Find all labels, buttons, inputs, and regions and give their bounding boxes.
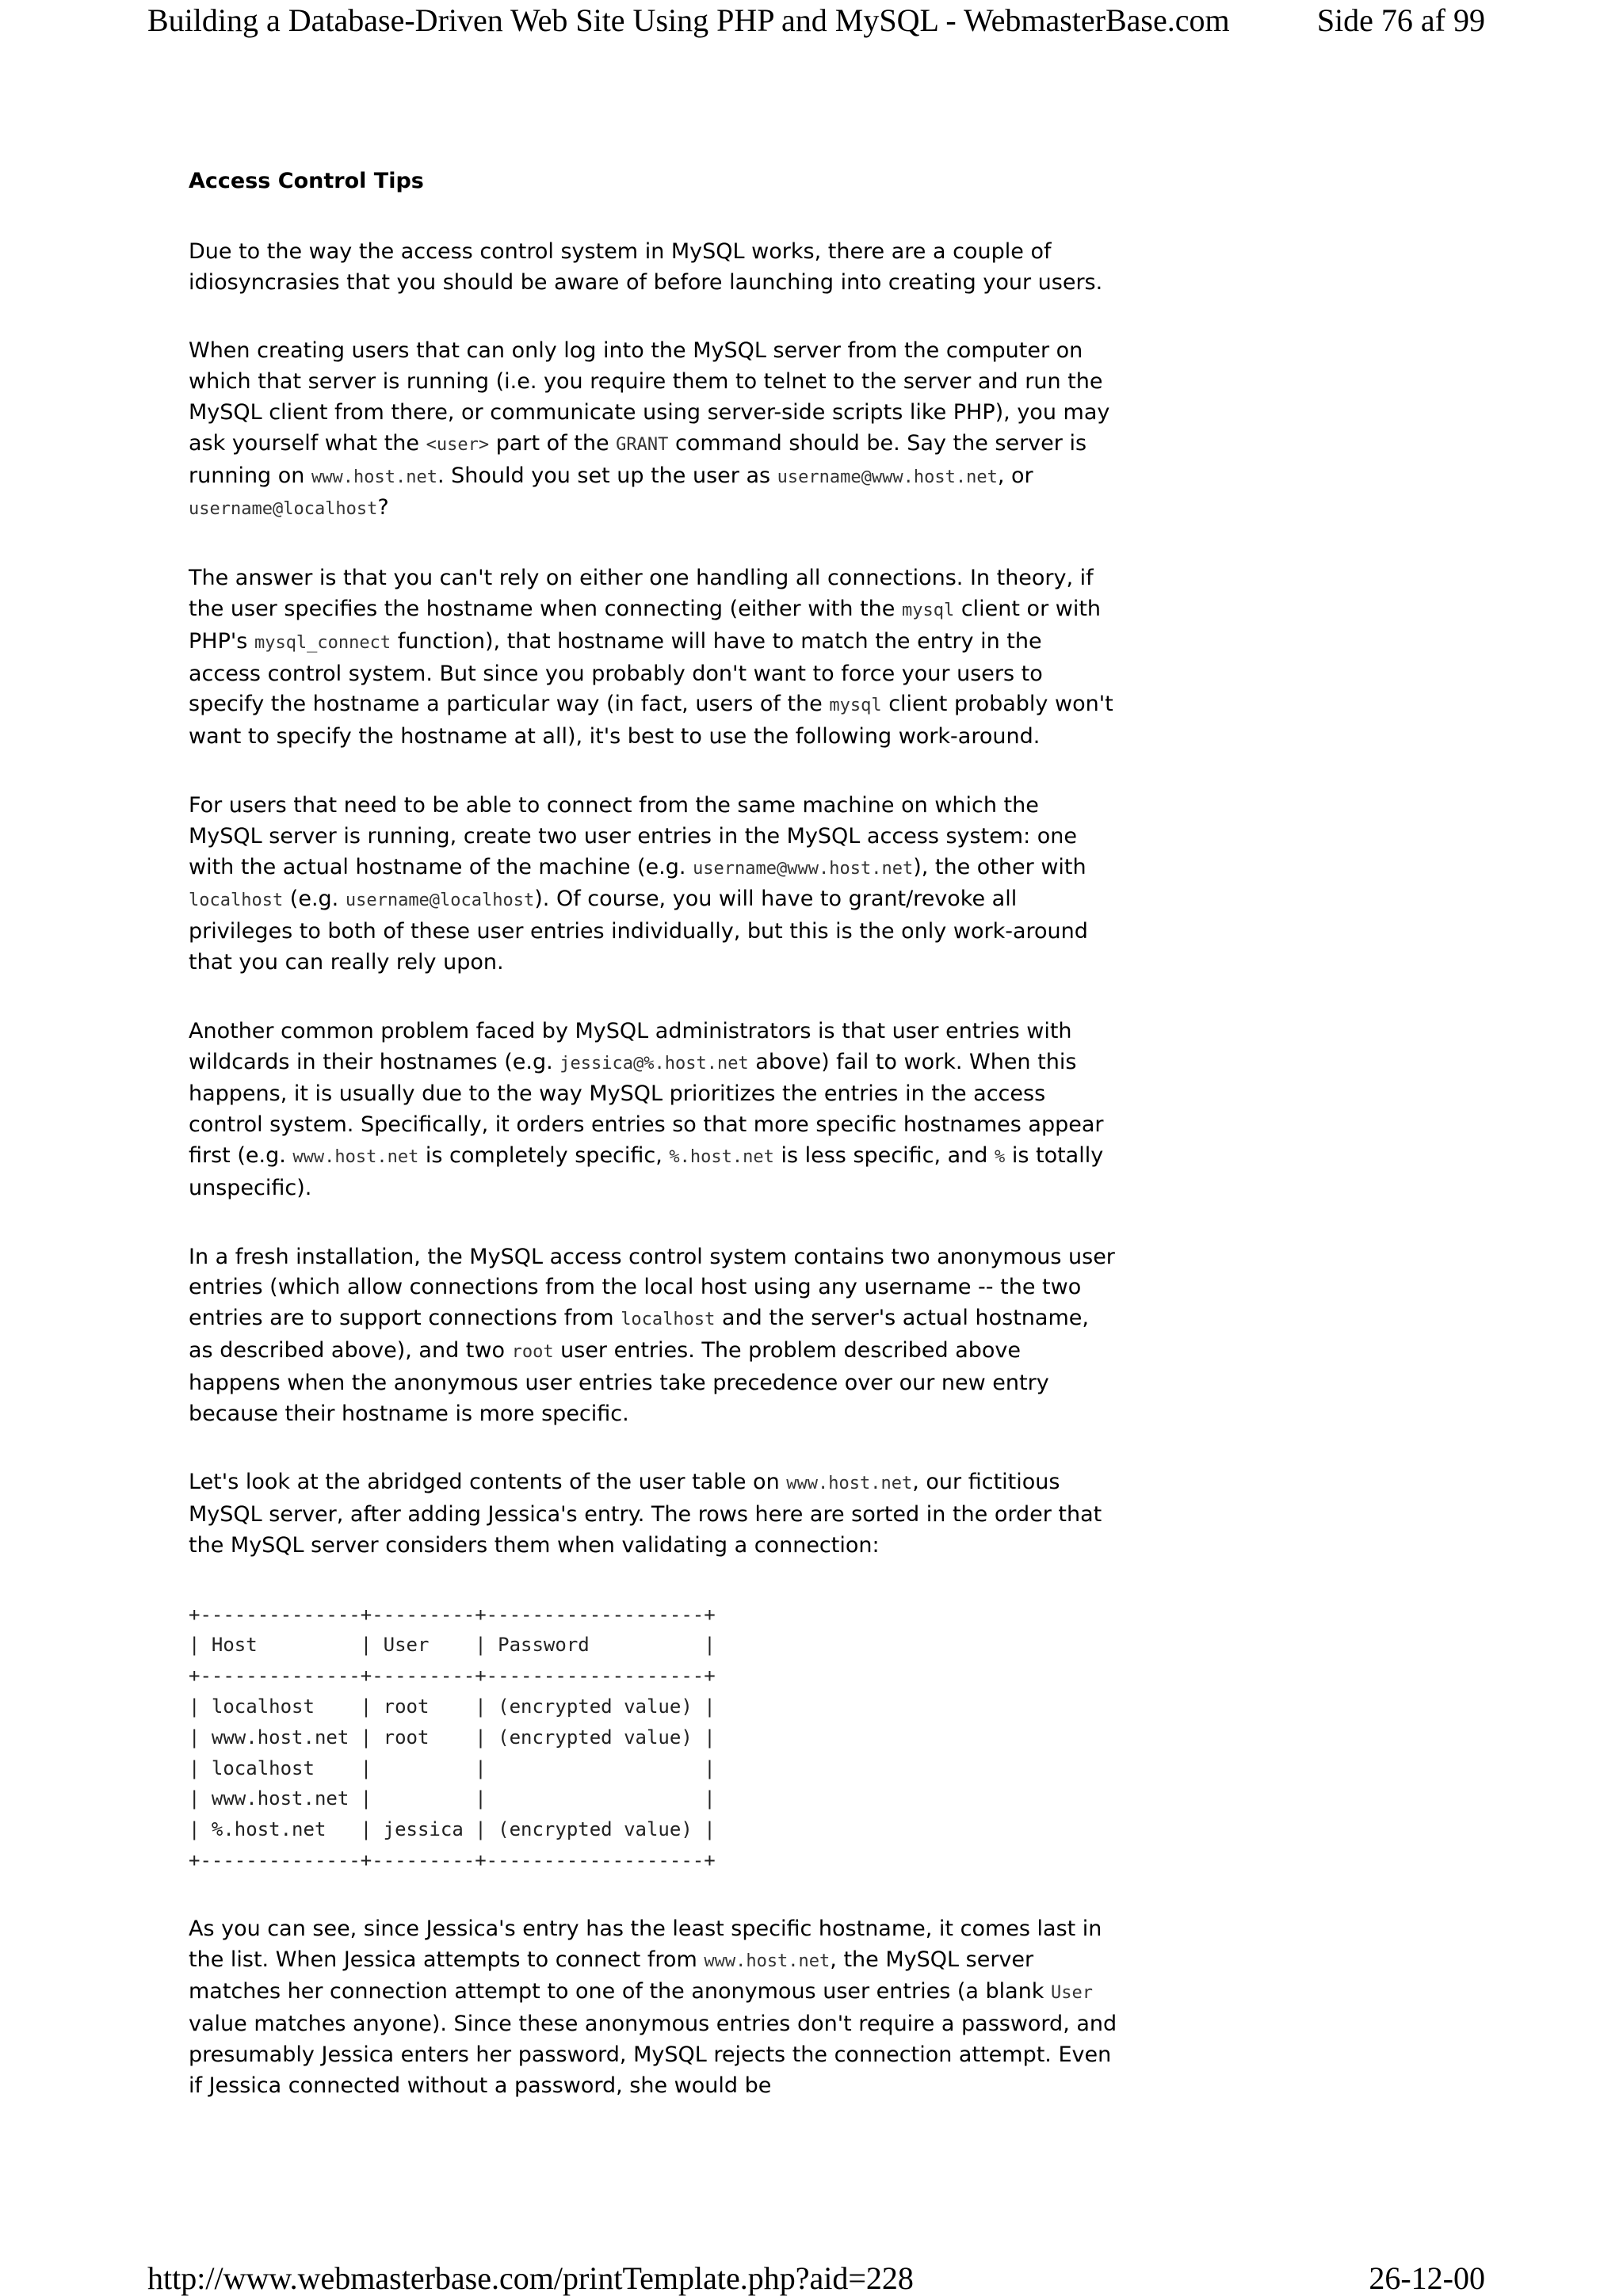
code-hostname: www.host.net	[704, 1951, 831, 1971]
code-user-at-localhost: username@localhost	[345, 891, 535, 911]
footer-date: 26-12-00	[1369, 2260, 1485, 2296]
table-row: | localhost | | |	[189, 1756, 716, 1779]
code-root: root	[511, 1341, 554, 1362]
code-mysql: mysql	[902, 600, 955, 620]
paragraph-user-host: When creating users that can only log into the MySQL server from the computer on which that server is running (i.e. you require them to telnet to the server and run the MySQL client from there, or communicate using server-side scripts like PHP), you may ask yourself what the <user> part of the GRANT command should be. Say the server is running on www.host.net. Should you set up the user as username@www.host.net, or username@localhost?	[189, 338, 1110, 521]
code-grant: GRANT	[616, 434, 669, 455]
page-number: Side 76 af 99	[1316, 2, 1485, 38]
paragraph-answer: The answer is that you can't rely on either one handling all connections. In theory, if the user specifies the hostname when connecting (either with the mysql client or with PHP's mysql_connect function), that hostname will have to match the entry in the access control system. But since you probably don't want to force your users to specify the hostname a particular way (in fact, users of the mysql client probably won't want to specify the hostname at all), it's best to use the following work-around.	[189, 566, 1113, 749]
code-user: <user>	[426, 434, 490, 455]
paragraph-workaround: For users that need to be able to connect from the same machine on which the MySQL server is running, create two user entries in the MySQL access system: one with the actual hostname of the machine (e.g. username@www.host.net), the other with localhost (e.g. username@localhost). Of course, you will have to grant/revoke all privileges to both of these user entries individually, but this is the only work-around that you can really rely upon.	[189, 792, 1088, 974]
code-mysql: mysql	[829, 696, 882, 716]
table-border: +--------------+---------+-------------------+	[189, 1849, 716, 1872]
footer-url: http://www.webmasterbase.com/printTemplate.php?aid=228	[147, 2260, 914, 2296]
table-border: +--------------+---------+-------------------+	[189, 1603, 716, 1626]
code-localhost: localhost	[189, 891, 284, 911]
code-user-at-host: username@www.host.net	[693, 858, 914, 879]
code-wildcard-host: %.host.net	[669, 1146, 774, 1167]
code-user-at-localhost: username@localhost	[189, 499, 378, 520]
code-user-at-host: username@www.host.net	[777, 467, 998, 487]
section-heading: Access Control Tips	[189, 169, 424, 193]
document-title: Building a Database-Driven Web Site Using PHP and MySQL - WebmasterBase.com	[147, 2, 1230, 38]
table-row: | www.host.net | root | (encrypted value) |	[189, 1726, 716, 1749]
table-header-row: | Host | User | Password |	[189, 1634, 716, 1657]
code-percent: %	[995, 1146, 1006, 1167]
user-table	[189, 1600, 1117, 1876]
code-hostname: www.host.net	[786, 1474, 913, 1494]
paragraph-user-table: Let's look at the abridged contents of the user table on www.host.net, our fictitious MySQL server, after adding Jessica's entry. The rows here are sorted in the order that the MySQL server considers them when validating a connection:	[189, 1470, 1102, 1558]
code-jessica: jessica@%.host.net	[559, 1053, 749, 1074]
table-row: | %.host.net | jessica | (encrypted value) |	[189, 1818, 716, 1841]
paragraph-fresh-install: In a fresh installation, the MySQL access control system contains two anonymous user entries (which allow connections from the local host using any username -- the two entries are to support connections from localhost and the server's actual hostname, as described above), and two root user entries. The problem described above happens when the anonymous user entries take precedence over our new entry because their hostname is more specific.	[189, 1244, 1115, 1426]
table-row: | www.host.net | | |	[189, 1787, 716, 1810]
code-localhost: localhost	[621, 1310, 716, 1330]
code-mysql-connect: mysql_connect	[254, 632, 391, 653]
table-border: +--------------+---------+-------------------+	[189, 1665, 716, 1688]
code-hostname: www.host.net	[292, 1146, 419, 1167]
paragraph-intro: Due to the way the access control system in MySQL works, there are a couple of idiosyncrasies that you should be aware of before launching into creating your users.	[189, 238, 1103, 295]
code-user-column: User	[1051, 1983, 1094, 2004]
article-body	[189, 166, 1117, 2140]
code-hostname: www.host.net	[311, 467, 437, 487]
table-row: | localhost | root | (encrypted value) |	[189, 1695, 716, 1718]
paragraph-explanation: As you can see, since Jessica's entry has the least specific hostname, it comes last in the list. When Jessica attempts to connect from www.host.net, the MySQL server matches her connection attempt to one of the anonymous user entries (a blank User value matches anyone). Since these anonymous entries don't require a password, and presumably Jessica enters her password, MySQL rejects the connection attempt. Even if Jessica connected without a password, she would be	[189, 1916, 1117, 2098]
print-header	[0, 0, 1623, 48]
paragraph-wildcards: Another common problem faced by MySQL administrators is that user entries with wildcards in their hostnames (e.g. jessica@%.host.net above) fail to work. When this happens, it is usually due to the way MySQL prioritizes the entries in the access control system. Specifically, it orders entries so that more specific hostnames appear first (e.g. www.host.net is completely specific, %.host.net is less specific, and % is totally unspecific).	[189, 1018, 1104, 1200]
